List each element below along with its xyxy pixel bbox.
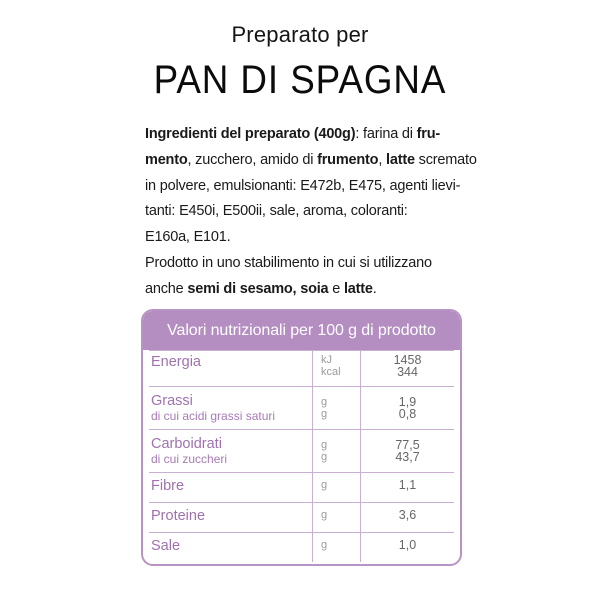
value: 1,1 bbox=[398, 478, 417, 492]
unit-cell bbox=[313, 503, 361, 532]
unit: kJ bbox=[321, 354, 332, 366]
nutrient-subname: di cui acidi grassi saturi bbox=[151, 409, 276, 423]
ingredients-line-4: tanti: E450i, E500ii, sale, aroma, coloranti: bbox=[145, 203, 408, 220]
production-note-line-1: Prodotto in uno stabilimento in cui si utilizzano bbox=[145, 254, 432, 271]
nutrient-name: Sale bbox=[151, 538, 181, 554]
text-segment: e bbox=[328, 280, 344, 297]
unit: g bbox=[321, 451, 328, 463]
unit: g bbox=[321, 509, 328, 521]
nutrient-name: Fibre bbox=[151, 478, 185, 494]
unit-cell bbox=[313, 351, 361, 386]
text-segment: , bbox=[378, 151, 387, 168]
allergen: frumento bbox=[317, 151, 379, 168]
value-cell bbox=[361, 503, 454, 532]
nutrition-row-proteine bbox=[149, 502, 454, 532]
nutrition-row-sale bbox=[149, 532, 454, 562]
nutrition-row-carboidrati bbox=[149, 429, 454, 472]
nutrient-subname: di cui zuccheri bbox=[151, 452, 228, 466]
text-segment: . bbox=[372, 280, 377, 297]
allergen: semi di sesamo, soia bbox=[187, 280, 329, 297]
nutrient-name: Grassi bbox=[151, 393, 193, 409]
value: 1,0 bbox=[398, 538, 417, 552]
value: 0,8 bbox=[398, 407, 417, 421]
ingredients-line-1 bbox=[145, 122, 465, 148]
value: 1,9 bbox=[398, 395, 417, 409]
value-cell bbox=[361, 351, 454, 386]
unit-cell bbox=[313, 533, 361, 562]
nutrient-name: Proteine bbox=[151, 508, 206, 524]
nutrition-row-grassi bbox=[149, 386, 454, 429]
nutrient-name: Carboidrati bbox=[151, 436, 222, 452]
value: 344 bbox=[397, 365, 418, 379]
unit-cell bbox=[313, 430, 361, 472]
unit-cell bbox=[313, 473, 361, 502]
text-segment: : farina di bbox=[355, 126, 417, 142]
ingredients-line-5: E160a, E101. bbox=[145, 229, 231, 246]
allergen: fru- bbox=[416, 126, 440, 142]
text-segment: anche bbox=[145, 280, 188, 297]
nutrient-cell bbox=[149, 533, 313, 562]
allergen: mento bbox=[145, 151, 188, 168]
unit: g bbox=[321, 539, 328, 551]
nutrient-cell bbox=[149, 351, 313, 386]
value: 1458 bbox=[393, 353, 422, 367]
production-note-line-2 bbox=[145, 277, 465, 303]
unit: g bbox=[321, 396, 328, 408]
nutrient-cell bbox=[149, 473, 313, 502]
unit-cell bbox=[313, 387, 361, 429]
value: 3,6 bbox=[398, 508, 417, 522]
ingredients-label: Ingredienti del preparato (400g) bbox=[145, 126, 356, 142]
nutrient-cell bbox=[149, 387, 313, 429]
text-segment: , zucchero, amido di bbox=[187, 151, 318, 168]
text-segment: scremato bbox=[414, 151, 477, 168]
unit: g bbox=[321, 408, 328, 420]
nutrient-name: Energia bbox=[151, 354, 201, 370]
ingredients-text bbox=[145, 122, 477, 303]
nutrition-row-fibre bbox=[149, 472, 454, 502]
nutrition-table bbox=[141, 309, 462, 566]
ingredients-line-3: in polvere, emulsionanti: E472b, E475, agenti lievi- bbox=[145, 177, 461, 194]
unit: kcal bbox=[321, 366, 341, 378]
product-title: PAN DI SPAGNA bbox=[153, 58, 447, 102]
value: 43,7 bbox=[395, 450, 420, 464]
unit: g bbox=[321, 479, 328, 491]
nutrition-table-header: Valori nutrizionali per 100 g di prodotto bbox=[143, 311, 460, 350]
nutrition-row-energia bbox=[149, 350, 454, 386]
value-cell bbox=[361, 533, 454, 562]
value-cell bbox=[361, 430, 454, 472]
unit: g bbox=[321, 439, 328, 451]
value-cell bbox=[361, 473, 454, 502]
product-subtitle: Preparato per bbox=[231, 22, 369, 47]
nutrient-cell bbox=[149, 503, 313, 532]
value: 77,5 bbox=[395, 438, 420, 452]
ingredients-line-2 bbox=[145, 148, 477, 174]
value-cell bbox=[361, 387, 454, 429]
nutrient-cell bbox=[149, 430, 313, 472]
allergen: latte bbox=[386, 151, 415, 168]
allergen: latte bbox=[343, 280, 373, 297]
